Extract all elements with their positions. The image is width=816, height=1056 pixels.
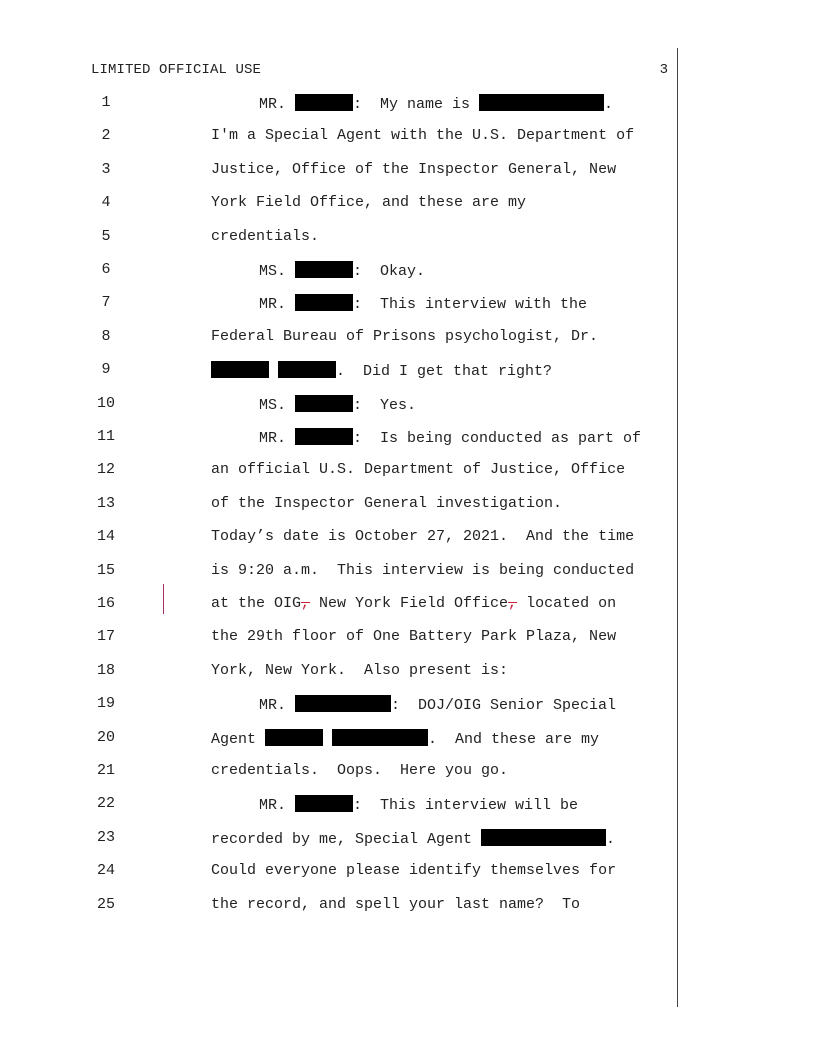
transcript-line: [0, 862, 680, 882]
line-text: recorded by me, Special Agent .: [211, 830, 616, 848]
line-text: MR. : DOJ/OIG Senior Special: [259, 697, 617, 715]
transcript-line: [0, 461, 680, 481]
line-number: 16: [96, 595, 115, 612]
line-text: I'm a Special Agent with the U.S. Department of: [211, 127, 635, 145]
line-number: 6: [101, 261, 111, 278]
transcript-line: [0, 729, 680, 749]
line-text: Could everyone please identify themselves for: [211, 862, 617, 880]
line-text: MR. : My name is .: [259, 96, 614, 113]
line-text: Agent . And these are my: [211, 730, 600, 748]
line-number: 2: [101, 127, 111, 145]
line-text: MR. : This interview with the: [259, 296, 588, 314]
transcript-line: [0, 361, 680, 381]
redaction-box: [295, 294, 353, 311]
transcript-line: [0, 261, 680, 281]
transcript-line: [0, 528, 680, 548]
line-text: credentials. Oops. Here you go.: [211, 762, 509, 779]
line-number: 12: [96, 461, 115, 479]
redaction-box: [265, 729, 323, 746]
line-text: . Did I get that right?: [211, 361, 552, 380]
line-text: York Field Office, and these are my: [211, 194, 527, 212]
line-number: 13: [96, 494, 115, 512]
line-text: an official U.S. Department of Justice, Office: [211, 461, 626, 479]
line-number: 20: [96, 728, 115, 746]
line-text: of the Inspector General investigation.: [211, 494, 563, 512]
transcript-line: [0, 395, 680, 415]
line-number: 10: [96, 394, 115, 412]
transcript-line: [0, 595, 680, 615]
redaction-box: [479, 94, 604, 111]
transcript-line: [0, 829, 680, 849]
line-text: MR. : This interview will be: [259, 797, 579, 815]
transcript-line: [0, 228, 680, 248]
redaction-box: [295, 695, 391, 712]
line-text: the 29th floor of One Battery Park Plaza, New: [211, 628, 617, 646]
redaction-box: [295, 428, 353, 445]
line-text: credentials.: [211, 227, 320, 245]
transcript-line: [0, 161, 680, 181]
transcript-line: [0, 127, 680, 147]
line-text: MS. : Okay.: [259, 263, 426, 280]
line-number: 23: [96, 828, 115, 846]
transcript-line: [0, 695, 680, 715]
transcript-line: [0, 795, 680, 815]
line-text: Today’s date is October 27, 2021. And the time: [211, 528, 635, 546]
transcript-line: [0, 94, 680, 114]
transcript-line: [0, 194, 680, 214]
line-text: is 9:20 a.m. This interview is being conducted: [211, 561, 635, 579]
transcript-line: [0, 428, 680, 448]
transcript-line: [0, 328, 680, 348]
transcript-line: [0, 662, 680, 682]
line-number: 24: [96, 862, 115, 880]
page-number: 3: [659, 62, 668, 78]
transcript-line: [0, 896, 680, 916]
line-text: Federal Bureau of Prisons psychologist, Dr.: [211, 327, 599, 345]
line-number: 14: [96, 528, 115, 546]
redaction-box: [295, 795, 353, 812]
line-number: 8: [101, 327, 111, 345]
line-number: 1: [101, 94, 111, 111]
line-text: MR. : Is being conducted as part of: [259, 430, 642, 447]
deleted-text: ,: [301, 595, 311, 612]
line-number: 18: [96, 661, 115, 679]
redaction-box: [332, 729, 428, 746]
classification-header: LIMITED OFFICIAL USE: [91, 62, 262, 78]
line-number: 19: [96, 695, 115, 713]
line-number: 22: [96, 795, 115, 813]
deleted-text: ,: [508, 595, 518, 612]
transcript-line: [0, 495, 680, 515]
line-number: 21: [96, 762, 115, 779]
line-number: 17: [96, 628, 115, 646]
line-number: 11: [96, 428, 115, 445]
transcript-line: [0, 294, 680, 314]
transcript-line: [0, 628, 680, 648]
transcript-line: [0, 762, 680, 782]
line-number: 5: [101, 227, 111, 245]
redaction-box: [295, 94, 353, 111]
redaction-box: [295, 261, 353, 278]
line-number: 15: [96, 561, 115, 579]
redaction-box: [211, 361, 269, 378]
transcript-line: [0, 562, 680, 582]
line-number: 7: [101, 294, 111, 312]
line-text: the record, and spell your last name? To: [211, 895, 581, 913]
line-text: MS. : Yes.: [259, 396, 417, 414]
redaction-box: [295, 395, 353, 412]
line-number: 4: [101, 194, 111, 212]
line-number: 25: [96, 895, 115, 913]
redaction-box: [278, 361, 336, 378]
redaction-box: [481, 829, 606, 846]
line-text: York, New York. Also present is:: [211, 661, 509, 679]
line-text: at the OIG, New York Field Office, located on: [211, 595, 617, 612]
line-text: Justice, Office of the Inspector General, New: [211, 160, 617, 178]
line-number: 9: [101, 361, 111, 379]
line-number: 3: [101, 160, 111, 178]
